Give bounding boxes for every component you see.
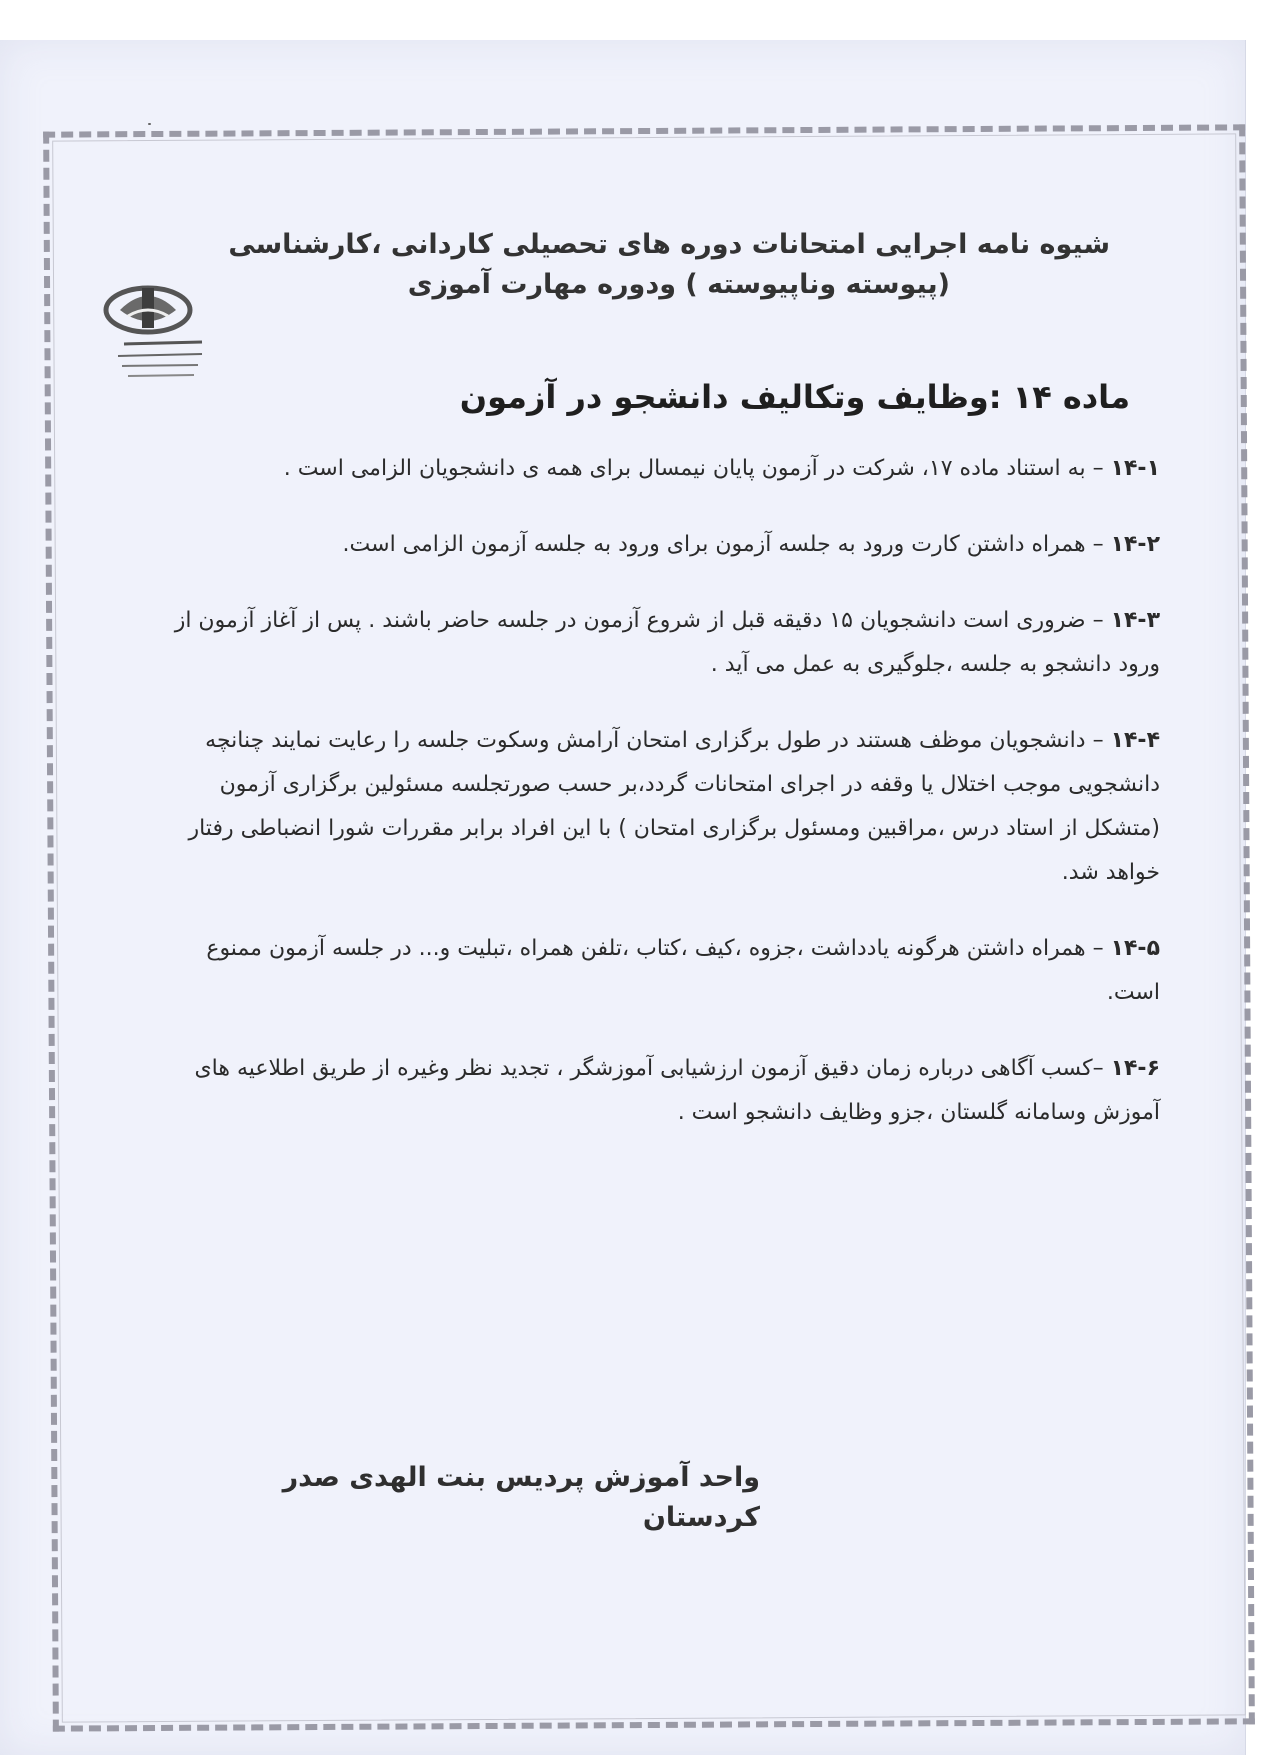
clause-text: – ضروری است دانشجویان ۱۵ دقیقه قبل از شروع آزمون در جلسه حاضر باشند . پس از آغاز آزمون از ورود دانشجو به جلسه ،جلوگیری به عمل می آید . (174, 608, 1160, 677)
clause-number: ۱۴-۱ (1110, 456, 1160, 481)
clause-text: – دانشجویان موظف هستند در طول برگزاری امتحان آرامش وسکوت جلسه را رعایت نمایند چنانچه دانشجویی موجب اختلال یا وقفه در اجرای امتحانات گردد،بر حسب صورتجلسه مسئولین برگزاری آزمون (متشکل از استاد درس ،مراقبین ومسئول برگزاری امتحان ) با این افراد برابر مقررات شورا انضباطی رفتار خواهد شد. (188, 728, 1160, 885)
clause-14-1 (170, 447, 1160, 491)
header-line-1: شیوه نامه اجرایی امتحانات دوره های تحصیلی کاردانی ،کارشناسی (228, 229, 1110, 260)
scanned-page (0, 40, 1246, 1755)
clause-number: ۱۴-۴ (1110, 728, 1160, 753)
clause-text: –کسب آگاهی درباره زمان دقیق آزمون ارزشیابی آموزشگر ، تجدید نظر وغیره از طریق اطلاعیه های آموزش وسامانه گلستان ،جزو وظایف دانشجو است . (194, 1056, 1160, 1125)
clause-14-3 (170, 599, 1160, 687)
clause-list (170, 447, 1160, 1135)
clause-number: ۱۴-۲ (1110, 532, 1160, 557)
clause-14-5 (170, 927, 1160, 1015)
document-body (170, 225, 1160, 1167)
clause-14-2 (170, 523, 1160, 567)
clause-14-4 (170, 719, 1160, 895)
article-title: ماده ۱۴ :وظایف وتکالیف دانشجو در آزمون (459, 378, 1130, 416)
clause-14-6 (170, 1047, 1160, 1135)
footer-signature: واحد آموزش پردیس بنت الهدی صدر کردستان (282, 1462, 760, 1533)
clause-text: – همراه داشتن هرگونه یادداشت ،جزوه ،کیف ،کتاب ،تلفن همراه ،تبلیت و... در جلسه آزمون ممنوع است. (206, 936, 1160, 1005)
clause-number: ۱۴-۶ (1110, 1056, 1160, 1081)
clause-number: ۱۴-۵ (1110, 936, 1160, 961)
clause-text: – به استناد ماده ۱۷، شرکت در آزمون پایان نیمسال برای همه ی دانشجویان الزامی است . (283, 456, 1104, 481)
document-header (170, 225, 1110, 305)
clause-number: ۱۴-۳ (1110, 608, 1160, 633)
clause-text: – همراه داشتن کارت ورود به جلسه آزمون برای ورود به جلسه آزمون الزامی است. (342, 532, 1104, 557)
header-line-2: (پیوسته وناپیوسته ) ودوره مهارت آموزی (407, 269, 950, 300)
scan-speck (148, 123, 151, 125)
